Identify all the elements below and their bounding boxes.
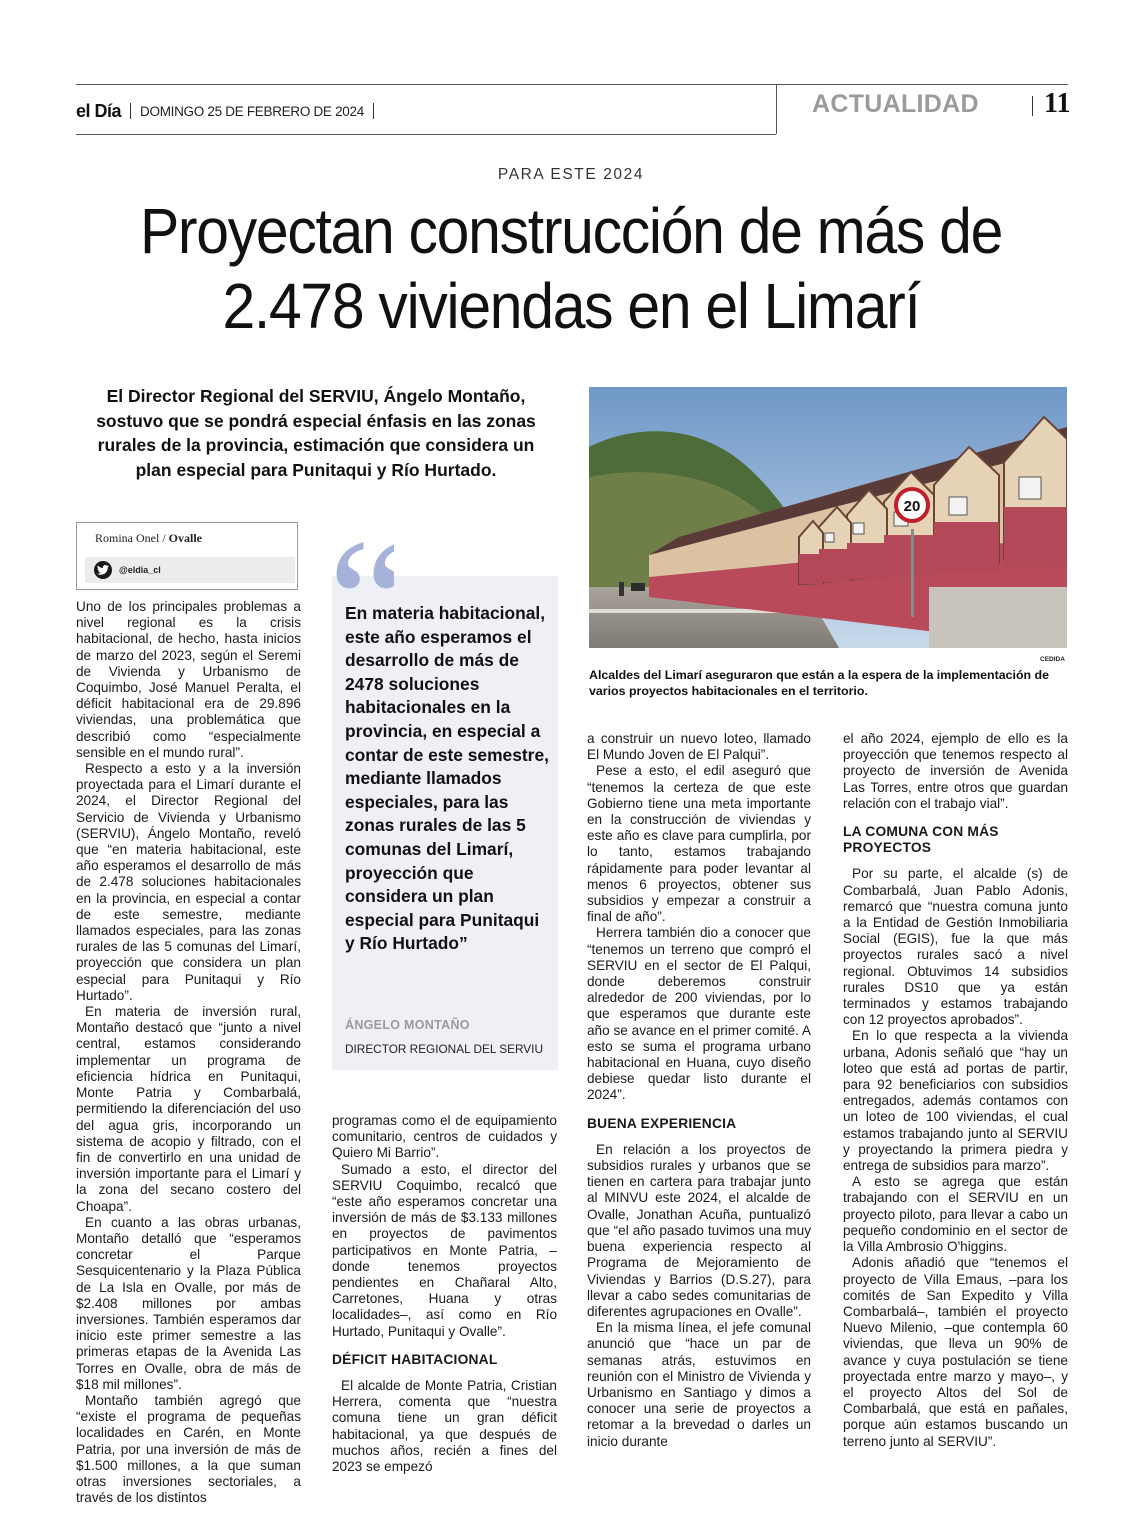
headline	[101, 194, 1041, 344]
masthead-separator	[130, 103, 131, 119]
page-number: 11	[1044, 88, 1071, 119]
body-column-1	[76, 599, 301, 1506]
subhead-buena-experiencia: BUENA EXPERIENCIA	[587, 1115, 737, 1131]
pull-quote-text: En materia habitacional, este año esperamos el desarrollo de más de 2478 soluciones habitacionales en la provincia, en especial a contar de este semestre, mediante llamados especiales, para las zonas rurales de las 5 comunas del Limarí, proyección que considera un plan especial para Punitaqui y Río Hurtado”	[345, 603, 549, 954]
deck-summary: El Director Regional del SERVIU, Ángelo Montaño, sostuvo que se pondrá especial énfasis en las zonas rurales de la provincia, estimación que considera un plan especial para Punitaqui y Río Hurtado.	[96, 386, 536, 480]
paragraph: a construir un nuevo loteo, llamado El Mundo Joven de El Palqui”.	[587, 731, 811, 763]
paragraph: programas como el de equipamiento comunitario, centros de cuidados y Quiero Mi Barrio”.	[332, 1113, 557, 1161]
social-handle-bar[interactable]	[85, 557, 295, 583]
paragraph: Montaño también agregó que “existe el programa de pequeñas localidades en Carén, en Monte Patria, por una inversión de más de $1.500 millones, a la que suman otras inversiones sectoriales, a través de los distintos	[76, 1392, 301, 1506]
byline-author: Romina Onel / Ovalle	[95, 531, 202, 545]
paragraph: Respecto a esto y a la inversión proyectada para el Limarí durante el 2024, el Director Regional del Servicio de Vivienda y Urbanismo (SERVIU), Ángelo Montaño, reveló que “en materia habitacional, este año esperamos el desarrollo de más de 2.478 soluciones habitacionales en la provincia, en especial a contar de este semestre, mediante llamados especiales, para las zonas rurales de las 5 comunas del Limarí, proyección que considera un plan especial para Punitaqui y Río Hurtado”.	[76, 761, 301, 1003]
body-column-3	[587, 731, 811, 1450]
page-number-separator	[1032, 96, 1033, 116]
paragraph: A esto se agrega que están trabajando con el SERVIU en un proyecto piloto, para llevar a cabo un pequeño condominio en el sector de la Villa Ambrosio O'higgins.	[843, 1174, 1068, 1255]
twitter-bird-icon	[94, 561, 112, 579]
body-column-2	[332, 1113, 557, 1475]
masthead-separator	[373, 103, 374, 119]
paragraph: El alcalde de Monte Patria, Cristian Herrera, comenta que “nuestra comuna tiene un gran déficit habitacional, ya que después de muchos años, recién a fines del 2023 se empezó	[332, 1378, 557, 1475]
twitter-handle: @eldia_cl	[119, 565, 161, 575]
headline-line-1: Proyectan construcción de más de	[139, 195, 1003, 267]
speed-sign-label: 20	[903, 498, 921, 515]
issue-date: DOMINGO 25 DE FEBRERO DE 2024	[140, 103, 364, 119]
photo-caption: Alcaldes del Limarí aseguraron que están a la espera de la implementación de varios proyectos habitacionales en el territorio.	[589, 668, 1050, 698]
paragraph: En lo que respecta a la vivienda urbana, Adonis señaló que “hay un loteo que está ad portas de partir, para 92 beneficiarios con subsidios entregados, además contamos con un loteo de 100 viviendas, el cual estamos trabajando junto al SERVIU y proyectando la primera piedra y entrega de subsidios para marzo”.	[843, 1028, 1068, 1174]
newspaper-logo[interactable]: el Día	[76, 100, 122, 121]
paragraph: En la misma línea, el jefe comunal anunció que “hace un par de semanas atrás, estuvimos en reunión con el Ministro de Vivienda y Urbanismo en Santiago y dimos a conocer una serie de proyectos a retomar a la brevedad o darles un inicio durante	[587, 1320, 811, 1449]
quote-mark-icon	[328, 512, 394, 602]
subhead-deficit: DÉFICIT HABITACIONAL	[332, 1351, 498, 1367]
body-column-4	[843, 731, 1068, 1450]
section-title[interactable]: ACTUALIDAD	[812, 90, 979, 118]
photo-credit: CEDIDA	[1040, 656, 1065, 663]
pull-quote-author: ÁNGELO MONTAÑO	[345, 1018, 470, 1032]
paragraph: Por su parte, el alcalde (s) de Combarbalá, Juan Pablo Adonis, remarcó que “nuestra comuna junto a la Entidad de Gestión Inmobiliaria Social (EGIS), fue la que más proyectos rurales sacó a nivel regional. Obtuvimos 14 subsidios rurales DS10 que ya están terminados y estamos trabajando con 12 proyectos aprobados”.	[843, 866, 1068, 1028]
article-photo[interactable]	[589, 387, 1067, 648]
paragraph: En materia de inversión rural, Montaño destacó que “junto a nivel central, estamos considerando implementar un programa de eficiencia hídrica en Punitaqui, Monte Patria y Combarbalá, permitiendo la diferenciación del uso del agua gris, incorporando un sistema de acopio y filtrado, con el fin de convertirlo en una unidad de inversión importante para el Limarí y la zona del secano costero del Choapa”.	[76, 1004, 301, 1214]
paragraph: En cuanto a las obras urbanas, Montaño detalló que “esperamos concretar el Parque Sesquicentenario y la Plaza Pública de La Isla en Ovalle, por más de $2.408 millones por ambas inversiones. También esperamos dar inicio este primer semestre a las primeras etapas de la Avenida Las Torres en Ovalle, obra de más de $18 mil millones”.	[76, 1214, 301, 1392]
kicker: PARA ESTE 2024	[497, 166, 645, 183]
masthead	[76, 98, 383, 124]
paragraph: Sumado a esto, el director del SERVIU Coquimbo, recalcó que “este año esperamos concretar una inversión de más de $3.133 millones en proyectos de pavimentos participativos en Monte Patria, –donde tenemos proyectos pendientes en Chañaral Alto, Carretones, Huana y otras localidades–, así como en Río Hurtado, Punitaqui y Ovalle”.	[332, 1161, 557, 1339]
paragraph: Herrera también dio a conocer que “tenemos un terreno que compró el SERVIU en el sector de El Palqui, donde deberemos construir alrededor de 200 viviendas, por lo que esperamos que durante este año se avance en el primer comité. A esto se suma el programa urbano habitacional en Huana, cuyo diseño debiese quedar listo durante el 2024”.	[587, 925, 811, 1103]
headline-line-2: 2.478 viviendas en el Limarí	[222, 270, 920, 342]
paragraph: En relación a los proyectos de subsidios rurales y urbanos que se tienen en cartera para trabajar junto al MINVU este 2024, el alcalde de Ovalle, Jonathan Acuña, puntualizó que “el año pasado tuvimos una muy buena experiencia respecto al Programa de Mejoramiento de Viviendas y Barrios (D.S.27), para llevar a cabo sedes comunitarias de diferentes agrupaciones en Ovalle”.	[587, 1141, 811, 1319]
header-divider	[776, 84, 777, 134]
pull-quote-role: DIRECTOR REGIONAL DEL SERVIU	[345, 1042, 543, 1056]
byline-box	[76, 522, 298, 590]
header-bottom-rule	[76, 134, 776, 135]
subhead-comuna: LA COMUNA CON MÁS PROYECTOS	[843, 824, 999, 856]
paragraph: Uno de los principales problemas a nivel regional es la crisis habitacional, de hecho, hasta inicios de marzo del 2023, según el Seremi de Vivienda y Urbanismo de Coquimbo, José Manuel Peralta, el déficit habitacional era de 29.896 viviendas, una problemática que describió como “especialmente sensible en el mundo rural”.	[76, 599, 301, 760]
paragraph: Adonis añadió que “tenemos el proyecto de Villa Emaus, –para los comités de San Expedito y Villa Combarbalá–, también el proyecto Nuevo Milenio, –que contempla 60 viviendas, que lleva un 90% de avance y cuya postulación se tiene proyectada entre marzo y mayo–, y el proyecto Altos del Sol de Combarbalá, que está en pañales, porque aún estamos buscando un terreno junto al SERVIU”.	[843, 1255, 1068, 1449]
header-top-rule	[76, 84, 1068, 85]
houses-photo-illustration	[589, 387, 1067, 648]
paragraph: el año 2024, ejemplo de ello es la proyección que tenemos respecto al proyecto de inversión de Avenida Las Torres, entre otros que guardan relación con el trabajo vial”.	[843, 731, 1068, 811]
paragraph: Pese a esto, el edil aseguró que “tenemos la certeza de que este Gobierno tiene una meta importante en la construcción de viviendas y este año es clave para cumplirla, por lo tanto, estamos trabajando rápidamente para poder levantar al menos 6 proyectos, obtener sus subsidios y empezar a construir a final de año”.	[587, 763, 811, 925]
